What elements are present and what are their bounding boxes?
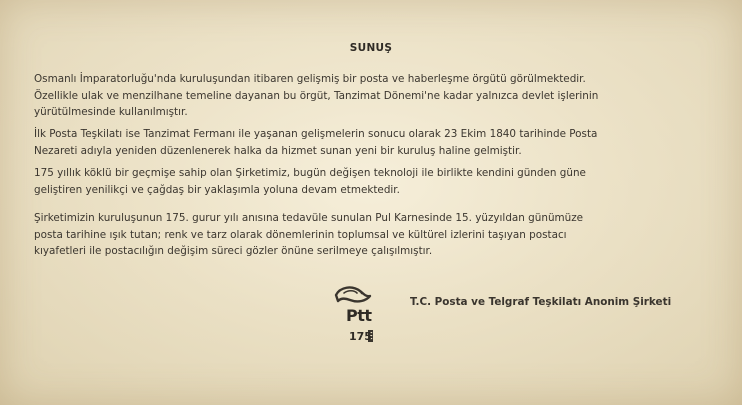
paragraph-line: Nezareti adıyla yeniden düzenlenerek halka da hizmet sunan yeni bir kuruluş haline gelmiştir. [34,144,522,157]
paragraph-line: kıyafetleri ile postacılığın değişim süreci gözler önüne serilmeye çalışılmıştır. [34,245,433,258]
paragraph-line: 175 yıllık köklü bir geçmişe sahip olan Şirketimiz, bugün değişen teknoloji ile birlikte kendini günden güne [34,167,586,179]
ptt-logo-text: Ptt [346,306,372,325]
paragraph-line: Osmanlı İmparatorluğu'nda kuruluşundan itibaren gelişmiş bir posta ve haberleşme örgütü görülmektedir. [34,73,586,85]
signature: T.C. Posta ve Telgraf Teşkilatı Anonim Şirketi [410,296,672,308]
paragraph-line: posta tarihine ışık tutan; renk ve tarz olarak dönemlerinin toplumsal ve kültürel izlerini taşıyan postacı [34,228,567,241]
paragraph-1 [34,71,724,121]
paragraph-line: geliştiren yenilikçi ve çağdaş bir yaklaşımla yoluna devam etmektedir. [34,183,400,196]
paragraph-2 [34,126,724,159]
paragraph-line: yürütülmesinde kullanılmıştır. [34,106,188,119]
paragraph-4 [34,210,724,260]
paragraph-line: Şirketimizin kuruluşunun 175. gurur yılı anısına tedavüle sunulan Pul Karnesinde 15. yüzyıldan günümüze [34,212,584,224]
page-title: SUNUŞ [349,42,393,54]
paragraph-3 [34,165,724,198]
paragraph-line: Özellikle ulak ve menzilhane temeline dayanan bu örgüt, Tanzimat Dönemi'ne kadar yalnızca devlet işlerinin [34,89,599,102]
paragraph-line: İlk Posta Teşkilatı ise Tanzimat Fermanı ile yaşanan gelişmelerin sonucu olarak 23 Ekim 1840 tarihinde Posta [34,128,598,140]
ptt-logo-number: 175 [349,330,372,343]
